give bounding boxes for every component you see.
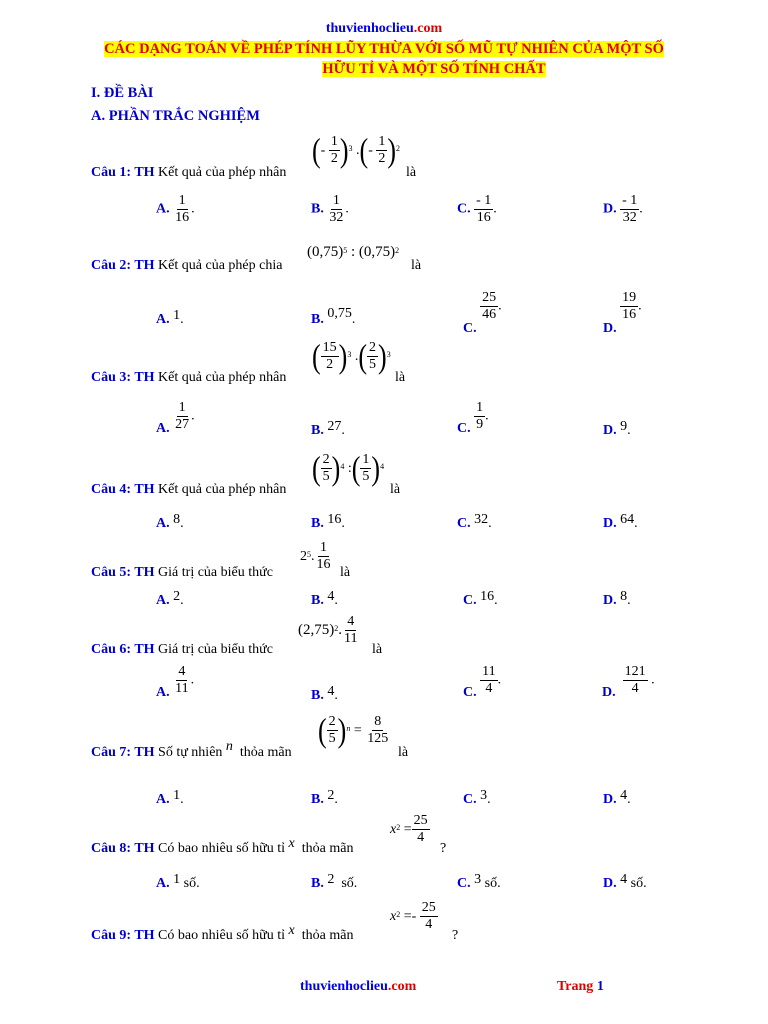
q2-option-c[interactable]: C. $\frac{25}{46}$ .: [463, 290, 502, 336]
q7-option-b[interactable]: B. 2.: [311, 788, 338, 807]
q6-option-b[interactable]: B. 4.: [311, 684, 338, 703]
q8-option-c[interactable]: C. 3 số.: [457, 872, 501, 891]
section-de-bai: I. ĐỀ BÀI: [91, 85, 154, 101]
q2-option-d[interactable]: D. $\frac{19}{16}$ .: [603, 290, 642, 336]
q3-expression: ( $\frac{15}{2}$ ) 3 . ( $\frac{2}{5}$ ) 3: [312, 337, 391, 375]
q8-question-mark: ?: [440, 841, 447, 856]
q5-option-b[interactable]: B. 4.: [311, 589, 338, 608]
q4-option-a[interactable]: A. 8.: [156, 512, 184, 531]
question-6: Câu 6: TH Giá trị của biểu thức: [91, 642, 273, 657]
q1-expression: ( - $\frac{1}{2}$ ) 3 . ( - $\frac{1}{2}$ ) 2: [312, 131, 401, 169]
question-9: Câu 9: TH Có bao nhiêu số hữu tỉ x thỏa mãn: [91, 923, 354, 943]
q6-option-a[interactable]: A. $\frac{4}{11}$ .: [156, 664, 195, 700]
q5-la: là: [340, 565, 351, 580]
q9-expression: x 2 = - $\frac{25}{4}$: [390, 900, 436, 932]
question-3: Câu 3: TH Kết quả của phép nhân: [91, 370, 287, 385]
q3-option-a[interactable]: A. $\frac{1}{27}$ .: [156, 400, 195, 436]
footer-page-number: Trang 1: [557, 979, 604, 994]
q4-option-d[interactable]: D. 64.: [603, 512, 638, 531]
q6-la: là: [372, 642, 383, 657]
question-7: Câu 7: TH Số tự nhiên n thỏa mãn: [91, 739, 292, 760]
q2-option-b[interactable]: B. 0,75.: [311, 306, 356, 327]
q6-option-d[interactable]: D. $\frac{121}{4}$ .: [602, 664, 655, 700]
q4-option-c[interactable]: C. 32.: [457, 512, 492, 531]
q7-la: là: [398, 745, 409, 760]
q8-expression: x 2 = $\frac{25}{4}$: [390, 813, 428, 845]
q4-expression: ( $\frac{2}{5}$ ) 4 : ( $\frac{1}{5}$ ) 4: [312, 449, 385, 487]
q7-expression: ( $\frac{2}{5}$ ) n = $\frac{8}{125}$: [318, 711, 389, 749]
footer-site[interactable]: thuvienhoclieu.com: [300, 979, 417, 994]
q1-option-b[interactable]: B. $\frac{1}{32}$ .: [311, 193, 349, 225]
q5-option-d[interactable]: D. 8.: [603, 589, 631, 608]
doc-title-line1: CÁC DẠNG TOÁN VỀ PHÉP TÍNH LŨY THỪA VỚI SỐ MŨ TỰ NHIÊN CỦA MỘT SỐ: [104, 41, 664, 57]
q1-option-c[interactable]: C. $\frac{- 1}{16}$ .: [457, 193, 497, 225]
q2-option-a[interactable]: A. 1.: [156, 308, 184, 327]
q6-option-c[interactable]: C. $\frac{11}{4}$ .: [463, 664, 502, 700]
q3-option-b[interactable]: B. 27.: [311, 419, 345, 438]
q3-option-d[interactable]: D. 9.: [603, 419, 631, 438]
q4-la: là: [390, 482, 401, 497]
q1-option-d[interactable]: D. $\frac{- 1}{32}$ .: [603, 193, 643, 225]
question-4: Câu 4: TH Kết quả của phép nhân: [91, 482, 287, 497]
q7-option-c[interactable]: C. 3.: [463, 788, 491, 807]
question-5: Câu 5: TH Giá trị của biểu thức: [91, 565, 273, 580]
header-site[interactable]: [0, 21, 768, 37]
q6-expression: (2,75) 2 . $\frac{4}{11}$: [298, 614, 358, 646]
q7-option-a[interactable]: A. 1.: [156, 788, 184, 807]
q7-option-d[interactable]: D. 4.: [603, 788, 631, 807]
question-1: Câu 1: TH Kết quả của phép nhân: [91, 165, 287, 180]
site-tld: .com: [413, 21, 443, 36]
section-trac-nghiem: A. PHẦN TRẮC NGHIỆM: [91, 108, 260, 124]
q5-expression: 2 5 . $\frac{1}{16}$: [300, 540, 331, 572]
q5-option-a[interactable]: A. 2.: [156, 589, 184, 608]
q1-option-a[interactable]: A. $\frac{1}{16}$ .: [156, 193, 195, 225]
q2-la: là: [411, 258, 422, 273]
q8-option-a[interactable]: A. 1 số.: [156, 872, 200, 891]
site-name: thuvienhoclieu: [325, 21, 414, 36]
doc-title-line2: HỮU TỈ VÀ MỘT SỐ TÍNH CHẤT: [322, 61, 546, 77]
q2-expression: (0,75) 5 : (0,75) 2: [307, 244, 400, 260]
q4-option-b[interactable]: B. 16.: [311, 512, 345, 531]
q3-option-c[interactable]: C. $\frac{1}{9}$ .: [457, 400, 489, 436]
q5-option-c[interactable]: C. 16.: [463, 589, 498, 608]
q8-option-d[interactable]: D. 4 số.: [603, 872, 647, 891]
question-8: Câu 8: TH Có bao nhiêu số hữu tỉ x thỏa mãn: [91, 836, 354, 856]
question-2: Câu 2: TH Kết quả của phép chia: [91, 258, 283, 273]
q8-option-b[interactable]: B. 2 số.: [311, 872, 358, 891]
q3-la: là: [395, 370, 406, 385]
q9-question-mark: ?: [452, 928, 459, 943]
q1-la: là: [406, 165, 417, 180]
